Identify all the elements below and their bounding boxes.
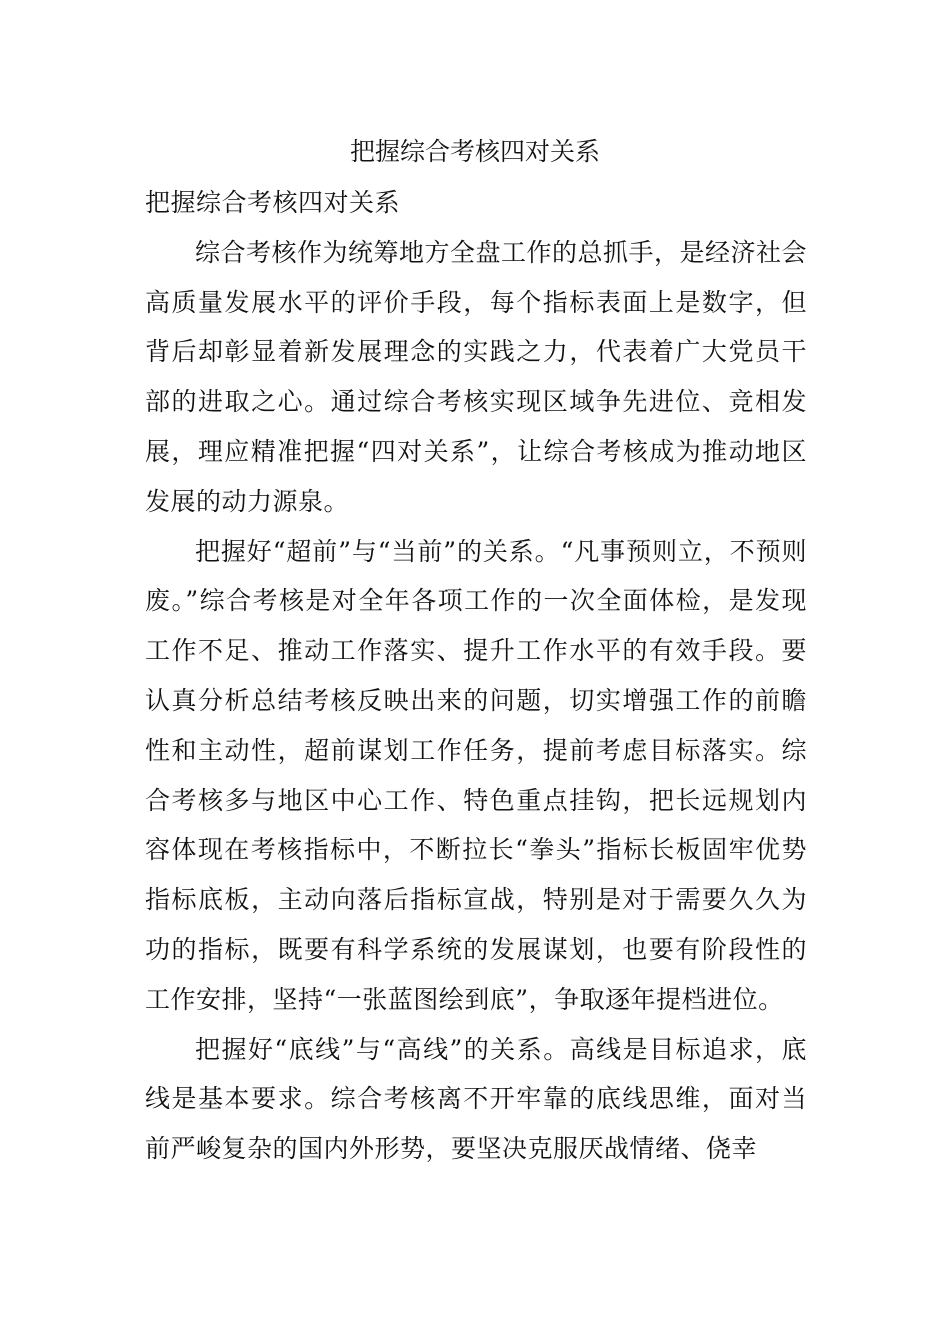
- document-subtitle: 把握综合考核四对关系: [145, 188, 401, 217]
- paragraph-bottomline-vs-highline: 把握好“底线”与“高线”的关系。高线是目标追求，底线是基本要求。综合考核离不开牢靠的底线思维，面对当前严峻复杂的国内外形势，要坚决克服厌战情绪、侥幸: [145, 1034, 807, 1164]
- paragraph-advance-vs-current: 把握好“超前”与“当前”的关系。“凡事预则立，不预则废。”综合考核是对全年各项工作的一次全面体检，是发现工作不足、推动工作落实、提升工作水平的有效手段。要认真分析总结考核反映出来的问题，切实增强工作的前瞻性和主动性，超前谋划工作任务，提前考虑目标落实。综合考核多与地区中心工作、特色重点挂钩，把长远规划内容体现在考核指标中，不断拉长“拳头”指标长板固牢优势指标底板，主动向落后指标宣战，特别是对于需要久久为功的指标，既要有科学系统的发展谋划，也要有阶段性的工作安排，坚持“一张蓝图绘到底”，争取逐年提档进位。: [145, 536, 807, 1014]
- paragraph-intro: 综合考核作为统筹地方全盘工作的总抓手，是经济社会高质量发展水平的评价手段，每个指标表面上是数字，但背后却彰显着新发展理念的实践之力，代表着广大党员干部的进取之心。通过综合考核实现区域争先进位、竞相发展，理应精准把握“四对关系”，让综合考核成为推动地区发展的动力源泉。: [145, 237, 808, 516]
- document-body: [145, 178, 807, 1174]
- document-title: 把握综合考核四对关系: [349, 137, 600, 166]
